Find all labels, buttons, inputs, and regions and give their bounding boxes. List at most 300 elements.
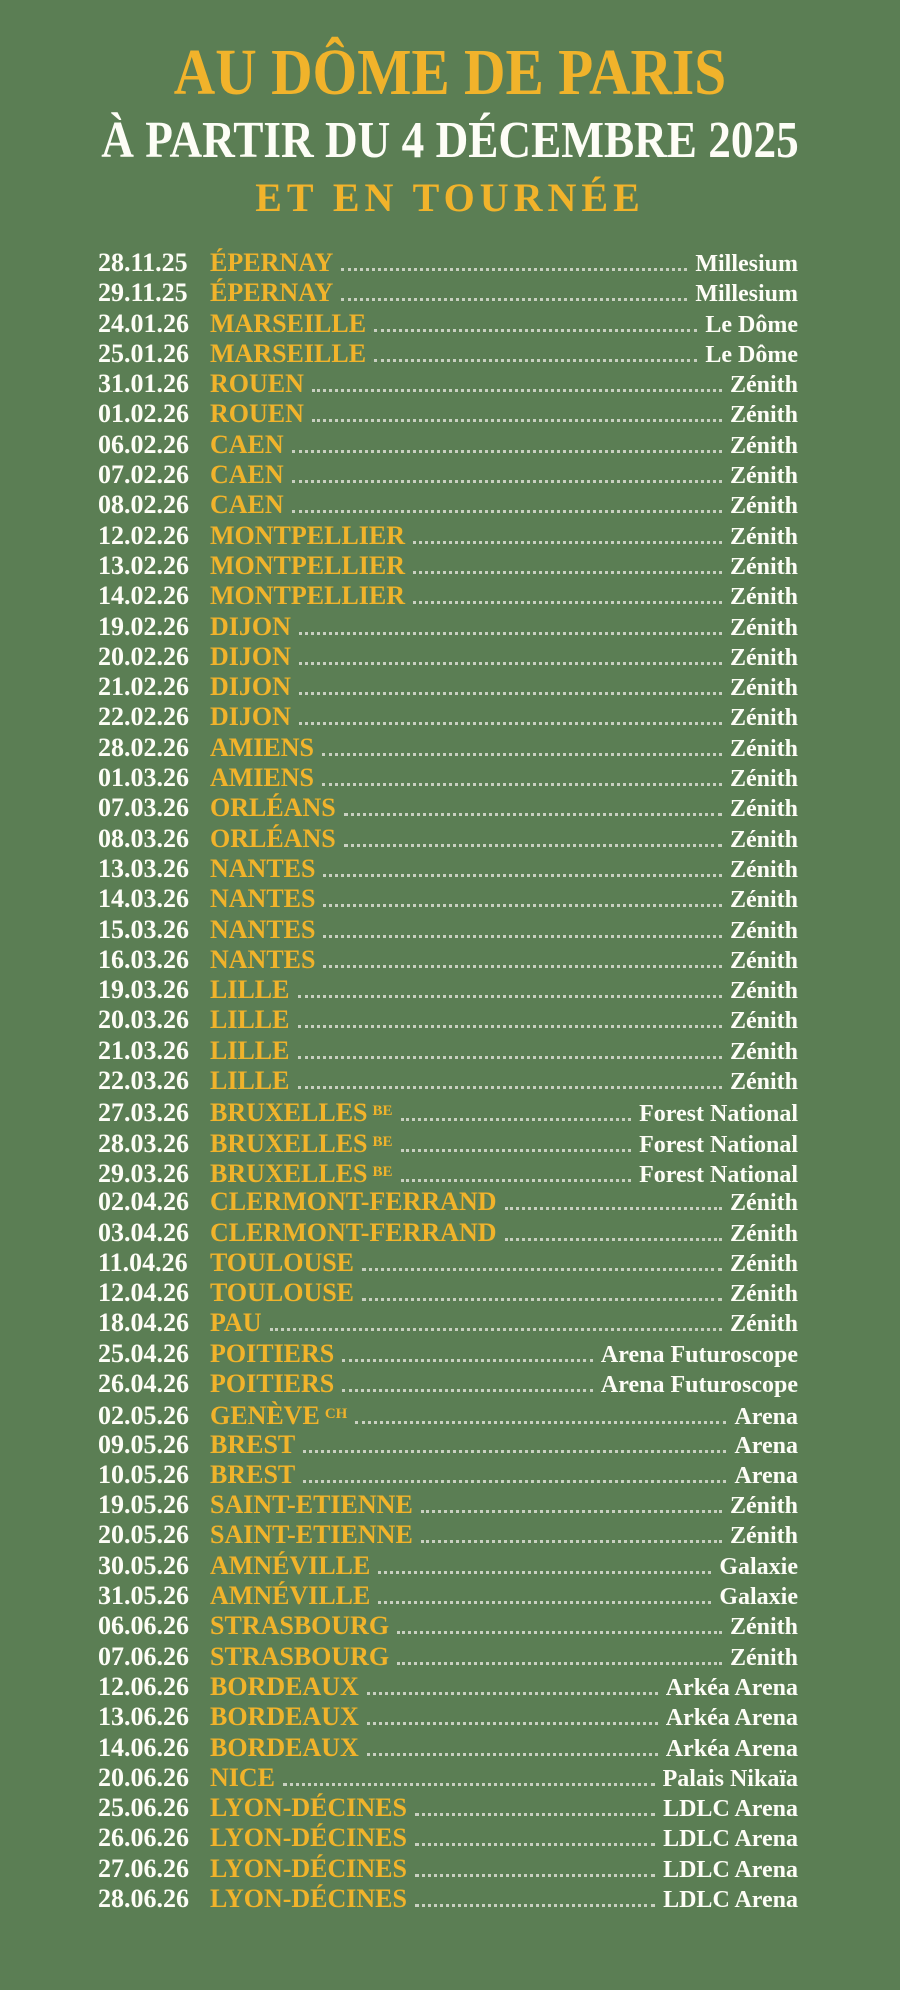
event-city-wrap bbox=[210, 1702, 359, 1732]
event-date: 13.02.26 bbox=[98, 550, 189, 580]
event-venue: Zénith bbox=[729, 705, 798, 732]
event-venue: Zénith bbox=[729, 1523, 798, 1550]
event-date: 12.02.26 bbox=[98, 520, 189, 550]
event-city-wrap bbox=[210, 1127, 393, 1159]
event-date: 07.06.26 bbox=[98, 1641, 189, 1671]
event-city-wrap bbox=[210, 854, 315, 884]
event-city: NANTES bbox=[210, 944, 316, 974]
dotted-leader bbox=[344, 844, 722, 847]
poster-header bbox=[0, 36, 900, 220]
event-city-wrap bbox=[210, 1884, 407, 1914]
event-city-wrap bbox=[210, 1763, 275, 1793]
event-date: 31.01.26 bbox=[98, 369, 189, 399]
event-city-wrap bbox=[210, 1308, 262, 1338]
tour-date-row bbox=[98, 521, 798, 551]
event-venue: Zénith bbox=[729, 644, 798, 671]
tour-date-row bbox=[98, 975, 798, 1005]
event-venue: Zénith bbox=[729, 463, 798, 490]
event-date: 27.03.26 bbox=[98, 1098, 189, 1128]
dotted-leader bbox=[374, 359, 697, 362]
event-venue: Galaxie bbox=[719, 1553, 798, 1580]
dotted-leader bbox=[401, 1118, 632, 1121]
event-city-wrap bbox=[210, 642, 291, 672]
dotted-leader bbox=[355, 1421, 726, 1424]
event-venue: Zénith bbox=[729, 372, 798, 399]
event-venue: Galaxie bbox=[719, 1584, 798, 1611]
event-city-wrap bbox=[210, 1490, 413, 1520]
tour-date-row bbox=[98, 1430, 798, 1460]
event-date: 07.02.26 bbox=[98, 460, 189, 490]
dotted-leader bbox=[312, 389, 722, 392]
event-city-wrap bbox=[210, 1551, 370, 1581]
event-city-wrap bbox=[210, 915, 315, 945]
event-city: CAEN bbox=[210, 429, 284, 459]
event-date: 15.03.26 bbox=[98, 914, 189, 944]
tour-date-row bbox=[98, 1490, 798, 1520]
event-city: BORDEAUX bbox=[210, 1702, 359, 1732]
event-city: AMNÉVILLE bbox=[210, 1550, 371, 1580]
event-date: 14.03.26 bbox=[98, 884, 189, 914]
event-venue: Arena bbox=[734, 1404, 798, 1431]
tour-date-row bbox=[98, 1884, 798, 1914]
event-venue: Palais Nikaïa bbox=[662, 1765, 798, 1792]
event-date: 20.05.26 bbox=[98, 1520, 189, 1550]
event-city-wrap bbox=[210, 612, 291, 642]
tour-date-row bbox=[98, 884, 798, 914]
event-venue: Zénith bbox=[729, 1644, 798, 1671]
event-city: CAEN bbox=[210, 490, 284, 520]
tour-date-row bbox=[98, 339, 798, 369]
event-date: 21.02.26 bbox=[98, 672, 189, 702]
tour-date-row bbox=[98, 1520, 798, 1550]
event-city: LILLE bbox=[210, 1066, 290, 1096]
event-venue: Forest National bbox=[639, 1131, 798, 1158]
event-venue: Zénith bbox=[729, 523, 798, 550]
event-city: BREST bbox=[210, 1459, 296, 1489]
event-date: 22.03.26 bbox=[98, 1066, 189, 1096]
event-date: 22.02.26 bbox=[98, 702, 189, 732]
event-city: MONTPELLIER bbox=[210, 581, 406, 611]
event-venue: Arena Futuroscope bbox=[600, 1371, 798, 1398]
event-city-wrap bbox=[210, 1672, 359, 1702]
dotted-leader bbox=[292, 510, 722, 513]
event-city-wrap bbox=[210, 1218, 497, 1248]
event-date: 14.02.26 bbox=[98, 581, 189, 611]
event-city: CLERMONT-FERRAND bbox=[210, 1187, 497, 1217]
tour-date-row bbox=[98, 1369, 798, 1399]
event-date: 01.02.26 bbox=[98, 399, 189, 429]
event-city-wrap bbox=[210, 1581, 370, 1611]
event-date: 20.06.26 bbox=[98, 1762, 189, 1792]
dotted-leader bbox=[415, 1874, 655, 1877]
event-city: STRASBOURG bbox=[210, 1611, 390, 1641]
dotted-leader bbox=[378, 1571, 711, 1574]
event-city-wrap bbox=[210, 521, 405, 551]
dotted-leader bbox=[397, 1631, 722, 1634]
tour-date-row bbox=[98, 1672, 798, 1702]
event-venue: Zénith bbox=[729, 1614, 798, 1641]
event-city-wrap bbox=[210, 1823, 407, 1853]
event-venue: Zénith bbox=[729, 614, 798, 641]
tour-date-row bbox=[98, 309, 798, 339]
dotted-leader bbox=[299, 632, 722, 635]
event-date: 26.06.26 bbox=[98, 1823, 189, 1853]
event-city-wrap bbox=[210, 1793, 407, 1823]
tour-date-row bbox=[98, 369, 798, 399]
event-venue: Zénith bbox=[729, 1220, 798, 1247]
event-city-wrap bbox=[210, 460, 284, 490]
tour-date-row bbox=[98, 551, 798, 581]
dotted-leader bbox=[344, 813, 722, 816]
dotted-leader bbox=[341, 298, 687, 301]
event-city-wrap bbox=[210, 793, 336, 823]
event-city-wrap bbox=[210, 1248, 354, 1278]
event-date: 24.01.26 bbox=[98, 308, 189, 338]
dotted-leader bbox=[323, 935, 722, 938]
event-city-wrap bbox=[210, 763, 314, 793]
event-country-code: BE bbox=[372, 1103, 393, 1120]
event-city: STRASBOURG bbox=[210, 1641, 390, 1671]
event-date: 31.05.26 bbox=[98, 1581, 189, 1611]
event-city: NANTES bbox=[210, 853, 316, 883]
event-city-wrap bbox=[210, 1005, 290, 1035]
event-city: MONTPELLIER bbox=[210, 550, 406, 580]
dotted-leader bbox=[299, 692, 722, 695]
page-title: AU DÔME DE PARIS bbox=[173, 36, 727, 109]
tour-date-row bbox=[98, 1005, 798, 1035]
event-city-wrap bbox=[210, 1460, 295, 1490]
event-city: SAINT-ETIENNE bbox=[210, 1490, 413, 1520]
tour-date-row bbox=[98, 1793, 798, 1823]
tour-date-row bbox=[98, 278, 798, 308]
start-date-subtitle: À PARTIR DU 4 DÉCEMBRE 2025 bbox=[101, 112, 799, 169]
event-venue: Zénith bbox=[729, 917, 798, 944]
event-city: MARSEILLE bbox=[210, 308, 367, 338]
dotted-leader bbox=[323, 904, 722, 907]
event-city: BORDEAUX bbox=[210, 1732, 359, 1762]
tour-date-row bbox=[98, 854, 798, 884]
event-city: ROUEN bbox=[210, 399, 304, 429]
event-venue: Zénith bbox=[729, 432, 798, 459]
event-city-wrap bbox=[210, 339, 366, 369]
event-venue: Zénith bbox=[729, 735, 798, 762]
event-city: LYON-DÉCINES bbox=[210, 1853, 407, 1883]
event-city: POITIERS bbox=[210, 1368, 335, 1398]
dotted-leader bbox=[401, 1179, 632, 1182]
dotted-leader bbox=[415, 1904, 655, 1907]
dotted-leader bbox=[292, 450, 722, 453]
tour-date-row bbox=[98, 1187, 798, 1217]
event-date: 25.01.26 bbox=[98, 338, 189, 368]
event-date: 02.04.26 bbox=[98, 1187, 189, 1217]
event-city: GENÈVE bbox=[210, 1401, 320, 1431]
event-country-code: CH bbox=[324, 1406, 348, 1423]
event-date: 07.03.26 bbox=[98, 793, 189, 823]
event-city: SAINT-ETIENNE bbox=[210, 1520, 413, 1550]
tour-date-row bbox=[98, 1096, 798, 1126]
event-venue: Forest National bbox=[639, 1101, 798, 1128]
tour-date-row bbox=[98, 672, 798, 702]
dotted-leader bbox=[298, 1086, 722, 1089]
event-date: 19.03.26 bbox=[98, 975, 189, 1005]
event-city-wrap bbox=[210, 1430, 295, 1460]
tour-date-row bbox=[98, 1278, 798, 1308]
event-city-wrap bbox=[210, 551, 405, 581]
tour-date-row bbox=[98, 1581, 798, 1611]
event-city-wrap bbox=[210, 1066, 290, 1096]
dotted-leader bbox=[312, 419, 722, 422]
event-country-code: BE bbox=[372, 1133, 393, 1150]
event-date: 29.03.26 bbox=[98, 1158, 189, 1188]
event-venue: Zénith bbox=[729, 887, 798, 914]
event-venue: Zénith bbox=[729, 493, 798, 520]
tour-date-row bbox=[98, 1823, 798, 1853]
dotted-leader bbox=[415, 1843, 655, 1846]
event-city-wrap bbox=[210, 1096, 393, 1128]
event-venue: Zénith bbox=[729, 796, 798, 823]
tour-date-row bbox=[98, 1702, 798, 1732]
event-date: 12.04.26 bbox=[98, 1278, 189, 1308]
event-date: 13.06.26 bbox=[98, 1702, 189, 1732]
event-city: MONTPELLIER bbox=[210, 520, 406, 550]
tour-date-row bbox=[98, 1218, 798, 1248]
event-venue: Arkéa Arena bbox=[665, 1735, 798, 1762]
event-city: NANTES bbox=[210, 914, 316, 944]
event-date: 06.06.26 bbox=[98, 1611, 189, 1641]
dotted-leader bbox=[413, 541, 722, 544]
tour-poster bbox=[0, 36, 900, 1990]
tour-date-row bbox=[98, 642, 798, 672]
event-city-wrap bbox=[210, 248, 333, 278]
tour-date-row bbox=[98, 733, 798, 763]
tour-date-row bbox=[98, 581, 798, 611]
tour-date-row bbox=[98, 763, 798, 793]
event-venue: Zénith bbox=[729, 826, 798, 853]
event-venue: Zénith bbox=[729, 1250, 798, 1277]
tour-date-row bbox=[98, 430, 798, 460]
event-city-wrap bbox=[210, 581, 405, 611]
event-city: DIJON bbox=[210, 611, 291, 641]
event-city: ORLÉANS bbox=[210, 823, 336, 853]
event-venue: LDLC Arena bbox=[663, 1887, 798, 1914]
event-venue: Zénith bbox=[729, 402, 798, 429]
event-venue: Le Dôme bbox=[705, 311, 798, 338]
tour-date-row bbox=[98, 1854, 798, 1884]
dotted-leader bbox=[299, 722, 722, 725]
dotted-leader bbox=[303, 1450, 726, 1453]
event-city: LILLE bbox=[210, 975, 290, 1005]
event-city: LILLE bbox=[210, 1035, 290, 1065]
event-city-wrap bbox=[210, 884, 315, 914]
event-city: POITIERS bbox=[210, 1338, 335, 1368]
event-date: 19.05.26 bbox=[98, 1490, 189, 1520]
event-city-wrap bbox=[210, 1854, 407, 1884]
event-city-wrap bbox=[210, 1520, 413, 1550]
event-date: 02.05.26 bbox=[98, 1401, 189, 1431]
event-venue: Millesium bbox=[695, 251, 798, 277]
event-date: 27.06.26 bbox=[98, 1853, 189, 1883]
event-city: MARSEILLE bbox=[210, 338, 367, 368]
event-venue: Zénith bbox=[729, 856, 798, 883]
event-city-wrap bbox=[210, 1339, 334, 1369]
event-venue: LDLC Arena bbox=[663, 1796, 798, 1823]
event-date: 01.03.26 bbox=[98, 763, 189, 793]
event-date: 28.02.26 bbox=[98, 732, 189, 762]
event-date: 20.03.26 bbox=[98, 1005, 189, 1035]
event-venue: Le Dôme bbox=[705, 341, 798, 368]
event-city: LILLE bbox=[210, 1005, 290, 1035]
event-venue: Zénith bbox=[729, 1493, 798, 1520]
dotted-leader bbox=[270, 1328, 722, 1331]
event-city-wrap bbox=[210, 1036, 290, 1066]
event-venue: Zénith bbox=[729, 675, 798, 702]
event-venue: Millesium bbox=[695, 281, 798, 308]
dotted-leader bbox=[505, 1207, 722, 1210]
event-venue: LDLC Arena bbox=[663, 1856, 798, 1883]
tour-date-row bbox=[98, 793, 798, 823]
tour-date-row bbox=[98, 1733, 798, 1763]
event-country-code: BE bbox=[372, 1163, 393, 1180]
event-venue: Arkéa Arena bbox=[665, 1674, 798, 1701]
event-city: CLERMONT-FERRAND bbox=[210, 1217, 497, 1247]
event-date: 08.02.26 bbox=[98, 490, 189, 520]
dotted-leader bbox=[413, 601, 722, 604]
dotted-leader bbox=[397, 1662, 722, 1665]
event-date: 30.05.26 bbox=[98, 1550, 189, 1580]
event-venue: Zénith bbox=[729, 766, 798, 793]
event-venue: Zénith bbox=[729, 1069, 798, 1096]
dotted-leader bbox=[374, 329, 697, 332]
event-city: BORDEAUX bbox=[210, 1671, 359, 1701]
event-date: 09.05.26 bbox=[98, 1429, 189, 1459]
tour-date-row bbox=[98, 1248, 798, 1278]
event-city: LYON-DÉCINES bbox=[210, 1823, 407, 1853]
event-venue: Zénith bbox=[729, 1281, 798, 1308]
event-date: 26.04.26 bbox=[98, 1368, 189, 1398]
event-city: BRUXELLES bbox=[210, 1128, 368, 1158]
tour-date-row bbox=[98, 460, 798, 490]
dotted-leader bbox=[362, 1268, 722, 1271]
event-date: 03.04.26 bbox=[98, 1217, 189, 1247]
event-venue: LDLC Arena bbox=[663, 1826, 798, 1853]
event-date: 19.02.26 bbox=[98, 611, 189, 641]
dotted-leader bbox=[298, 1025, 722, 1028]
event-city: ÉPERNAY bbox=[210, 278, 334, 308]
event-city: LYON-DÉCINES bbox=[210, 1793, 407, 1823]
event-city-wrap bbox=[210, 733, 314, 763]
dotted-leader bbox=[367, 1722, 658, 1725]
event-date: 16.03.26 bbox=[98, 944, 189, 974]
tour-date-list bbox=[98, 248, 798, 1914]
event-city: ORLÉANS bbox=[210, 793, 336, 823]
event-date: 28.06.26 bbox=[98, 1884, 189, 1914]
event-city: CAEN bbox=[210, 460, 284, 490]
event-city-wrap bbox=[210, 1399, 347, 1431]
event-venue: Arena bbox=[734, 1432, 798, 1459]
tour-date-row bbox=[98, 1642, 798, 1672]
event-city: TOULOUSE bbox=[210, 1247, 355, 1277]
event-date: 28.11.25 bbox=[98, 248, 188, 277]
dotted-leader bbox=[323, 965, 722, 968]
event-venue: Arena bbox=[734, 1462, 798, 1489]
event-date: 08.03.26 bbox=[98, 823, 189, 853]
event-venue: Zénith bbox=[729, 1008, 798, 1035]
event-city-wrap bbox=[210, 672, 291, 702]
dotted-leader bbox=[298, 1056, 722, 1059]
tour-date-row bbox=[98, 702, 798, 732]
event-date: 13.03.26 bbox=[98, 853, 189, 883]
tour-date-row bbox=[98, 1036, 798, 1066]
event-date: 14.06.26 bbox=[98, 1732, 189, 1762]
event-venue: Zénith bbox=[729, 978, 798, 1005]
dotted-leader bbox=[342, 1359, 593, 1362]
dotted-leader bbox=[303, 1480, 726, 1483]
event-city: LYON-DÉCINES bbox=[210, 1884, 407, 1914]
dotted-leader bbox=[505, 1238, 722, 1241]
dotted-leader bbox=[322, 753, 722, 756]
event-city-wrap bbox=[210, 309, 366, 339]
event-venue: Zénith bbox=[729, 584, 798, 611]
tour-date-row bbox=[98, 612, 798, 642]
tour-date-row bbox=[98, 490, 798, 520]
event-venue: Zénith bbox=[729, 1190, 798, 1217]
event-venue: Zénith bbox=[729, 1311, 798, 1338]
event-city-wrap bbox=[210, 1278, 354, 1308]
dotted-leader bbox=[421, 1510, 722, 1513]
event-venue: Zénith bbox=[729, 1038, 798, 1065]
event-date: 28.03.26 bbox=[98, 1128, 189, 1158]
event-venue: Arkéa Arena bbox=[665, 1705, 798, 1732]
dotted-leader bbox=[413, 571, 722, 574]
tour-date-row bbox=[98, 1460, 798, 1490]
dotted-leader bbox=[367, 1753, 658, 1756]
dotted-leader bbox=[401, 1149, 632, 1152]
tour-date-row bbox=[98, 1611, 798, 1641]
dotted-leader bbox=[322, 783, 722, 786]
event-date: 11.04.26 bbox=[98, 1247, 188, 1277]
tour-date-row bbox=[98, 915, 798, 945]
event-city: ROUEN bbox=[210, 369, 304, 399]
event-date: 25.04.26 bbox=[98, 1338, 189, 1368]
event-city-wrap bbox=[210, 1187, 497, 1217]
tour-date-row bbox=[98, 248, 798, 278]
dotted-leader bbox=[323, 874, 722, 877]
event-city-wrap bbox=[210, 945, 315, 975]
event-city-wrap bbox=[210, 399, 304, 429]
event-city: DIJON bbox=[210, 641, 291, 671]
event-city: BRUXELLES bbox=[210, 1098, 368, 1128]
tour-date-row bbox=[98, 1157, 798, 1187]
event-date: 18.04.26 bbox=[98, 1308, 189, 1338]
tour-date-row bbox=[98, 1339, 798, 1369]
event-city: DIJON bbox=[210, 672, 291, 702]
event-city: AMIENS bbox=[210, 732, 315, 762]
dotted-leader bbox=[298, 995, 722, 998]
tour-date-row bbox=[98, 1763, 798, 1793]
dotted-leader bbox=[292, 480, 722, 483]
event-city: ÉPERNAY bbox=[210, 248, 334, 277]
dotted-leader bbox=[415, 1813, 655, 1816]
event-city-wrap bbox=[210, 490, 284, 520]
dotted-leader bbox=[378, 1601, 711, 1604]
event-city-wrap bbox=[210, 1642, 389, 1672]
tour-date-row bbox=[98, 1066, 798, 1096]
event-venue: Forest National bbox=[639, 1161, 798, 1188]
event-city: BRUXELLES bbox=[210, 1158, 368, 1188]
dotted-leader bbox=[283, 1783, 655, 1786]
event-date: 20.02.26 bbox=[98, 641, 189, 671]
event-date: 29.11.25 bbox=[98, 278, 188, 308]
